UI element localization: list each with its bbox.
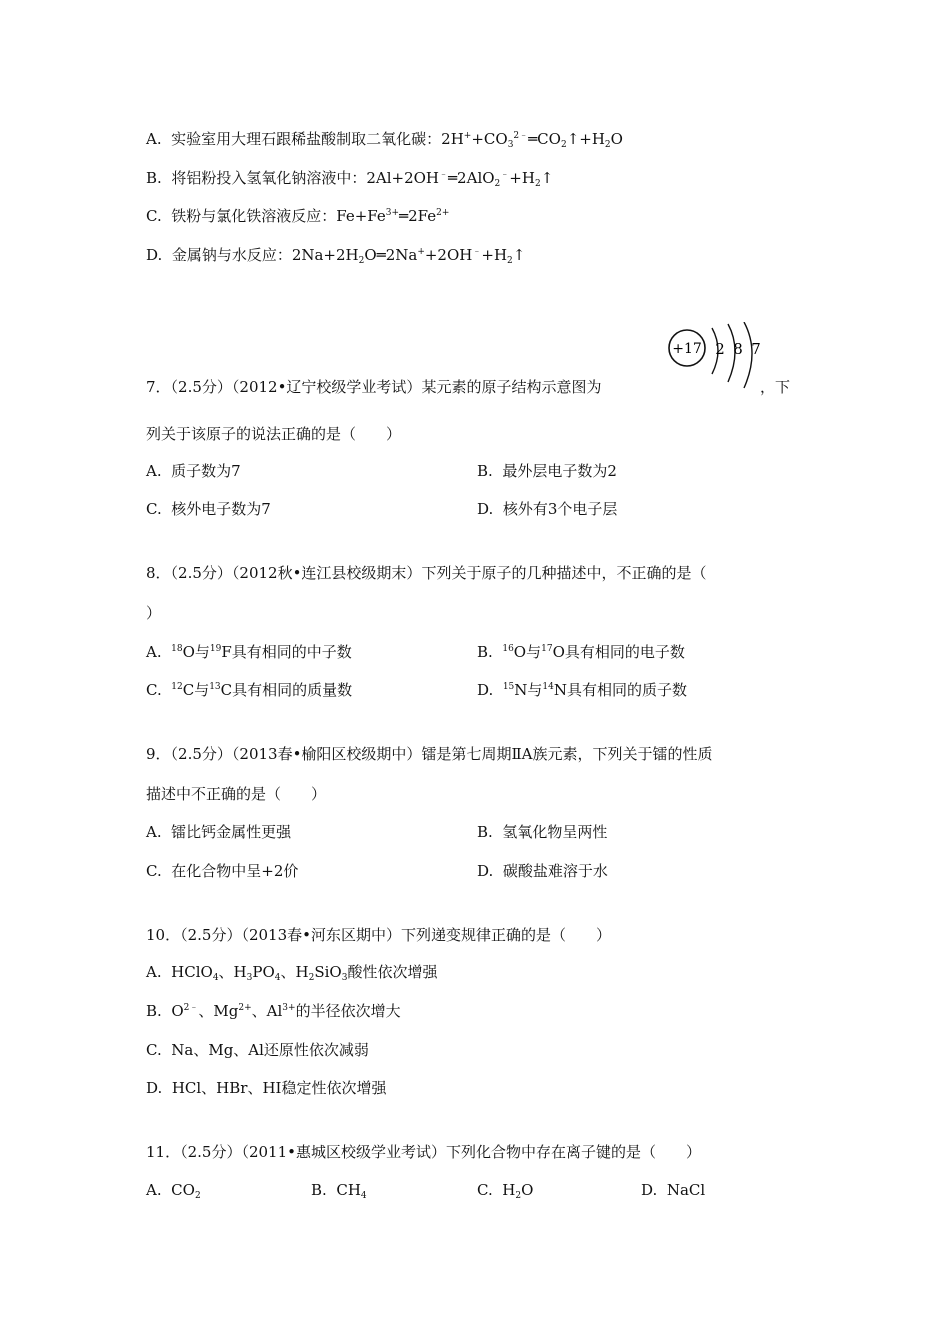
- q11-stem-line1: 11．（2.5分）（2011•惠城区校级学业考试）下列化合物中存在离子键的是（ ）: [146, 1143, 701, 1161]
- q9-option-c[interactable]: C. 在化合物中呈+2价: [146, 862, 299, 880]
- q8-option-c[interactable]: C. $^{12}$C与$^{13}$C具有相同的质量数: [146, 681, 353, 699]
- q10-option-b[interactable]: B. $O^{2﹣}$、$Mg^{2+}$、$Al^{3+}$的半径依次增大: [146, 1002, 401, 1020]
- q7-option-a[interactable]: A. 质子数为7: [146, 462, 241, 480]
- q7-option-d[interactable]: D. 核外有3个电子层: [477, 500, 618, 518]
- q6-option-b[interactable]: B. 将铝粉投入氢氧化钠溶液中：$2Al+2OH^﹣═2AlO_2^﹣+H_2↑$: [146, 169, 554, 189]
- nucleus-charge: +17: [672, 341, 702, 357]
- q11-option-a[interactable]: A. $CO_2$: [146, 1181, 201, 1201]
- q11-option-c[interactable]: C. $H_2O$: [477, 1181, 534, 1201]
- q10-stem-line1: 10．（2.5分）（2013春•河东区期中）下列递变规律正确的是（ ）: [146, 926, 611, 944]
- question-number: 9．: [146, 745, 171, 763]
- shell-electrons-1: 2: [715, 340, 725, 358]
- question-number: 7．: [146, 378, 171, 396]
- q7-stem-after: ，下: [760, 378, 791, 396]
- q10-option-a[interactable]: A. HClO$_4$、$H_3PO_4$、$H_2SiO_3$酸性依次增强: [146, 963, 438, 983]
- q8-option-a[interactable]: A. $^{18}$O与$^{19}$F具有相同的中子数: [146, 643, 352, 661]
- q7-stem-line2: 列关于该原子的说法正确的是（ ）: [146, 425, 402, 443]
- question-number: 10．: [146, 926, 181, 944]
- atom-structure-diagram: [664, 322, 769, 392]
- q10-option-c[interactable]: C. Na、Mg、Al还原性依次减弱: [146, 1041, 369, 1059]
- question-number: 8．: [146, 564, 171, 582]
- q9-option-b[interactable]: B. 氢氧化物呈两性: [477, 823, 608, 841]
- shell-electrons-2: 8: [733, 340, 743, 358]
- q11-option-d[interactable]: D. NaCl: [641, 1181, 706, 1199]
- q6-option-d[interactable]: D. 金属钠与水反应：$2Na+2H_2O═2Na^++2OH^﹣+H_2↑$: [146, 246, 526, 266]
- q9-stem-line1: 9．（2.5分）（2013春•榆阳区校级期中）镭是第七周期ⅡA族元素，下列关于镭的性质: [146, 745, 713, 763]
- question-number: 11．: [146, 1143, 181, 1161]
- q7-option-c[interactable]: C. 核外电子数为7: [146, 500, 271, 518]
- q11-option-b[interactable]: B. $CH_4$: [311, 1181, 367, 1201]
- q8-option-b[interactable]: B. $^{16}$O与$^{17}$O具有相同的电子数: [477, 643, 685, 661]
- q6-option-c[interactable]: C. 铁粉与氯化铁溶液反应：$Fe+Fe^{3+}═2Fe^{2+}$: [146, 207, 450, 225]
- q8-stem-line2: ）: [146, 604, 162, 622]
- q8-stem-line1: 8．（2.5分）（2012秋•连江县校级期末）下列关于原子的几种描述中，不正确的是（: [146, 564, 707, 582]
- q8-option-d[interactable]: D. $^{15}$N与$^{14}$N具有相同的质子数: [477, 681, 687, 699]
- q9-option-d[interactable]: D. 碳酸盐难溶于水: [477, 862, 608, 880]
- q9-stem-line2: 描述中不正确的是（ ）: [146, 785, 327, 803]
- shell-electrons-3: 7: [751, 340, 761, 358]
- q7-stem-line1: 7．（2.5分）（2012•辽宁校级学业考试）某元素的原子结构示意图为: [146, 378, 602, 396]
- q6-option-a[interactable]: A. 实验室用大理石跟稀盐酸制取二氧化碳：$2H^++CO_3^{2﹣}═CO_2↑+H_2O$: [146, 130, 623, 150]
- q7-option-b[interactable]: B. 最外层电子数为2: [477, 462, 617, 480]
- q10-option-d[interactable]: D. HCl、HBr、HI稳定性依次增强: [146, 1079, 387, 1097]
- q9-option-a[interactable]: A. 镭比钙金属性更强: [146, 823, 292, 841]
